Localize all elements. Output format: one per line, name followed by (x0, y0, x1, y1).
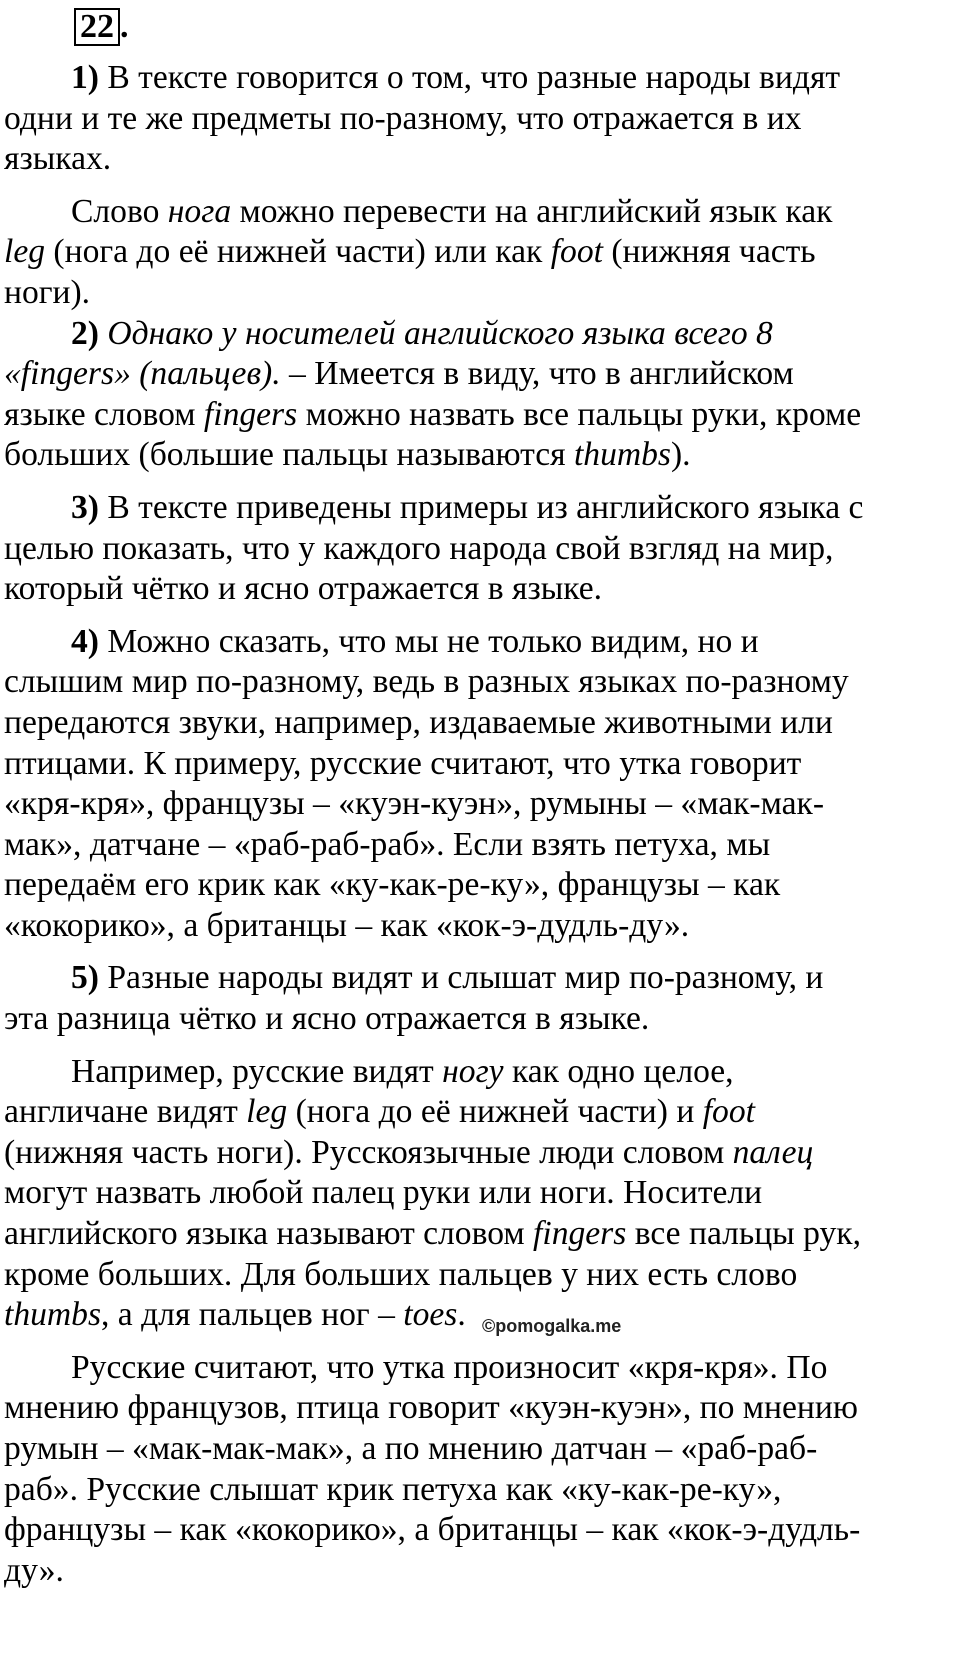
line (4, 395, 950, 436)
item-number: 1) (71, 59, 99, 96)
text-span: , а для пальцев ног – (101, 1296, 404, 1334)
paragraph-3 (4, 314, 950, 476)
italic-term: toes (403, 1296, 458, 1334)
italic-term: leg (246, 1093, 288, 1131)
task-number-dot: . (120, 8, 129, 45)
text-span: английского языка называют словом (4, 1215, 534, 1253)
text-span: (нога до её нижней части) и (287, 1093, 703, 1131)
item-number: 5) (71, 959, 99, 997)
paragraph-6 (4, 958, 950, 1039)
text-span: Слово (71, 192, 168, 230)
italic-term: thumbs (573, 436, 671, 474)
text-span: можно назвать все пальцы руки, кроме (297, 395, 862, 433)
line (4, 1133, 950, 1174)
line: «кокорико», а британцы – как «кок-э-дудль-ду». (4, 906, 690, 944)
line: целью показать, что у каждого народа свой взгляд на мир, (4, 529, 834, 567)
line (4, 488, 950, 529)
line (4, 435, 950, 476)
text-span: (нога до её нижней части) или как (45, 233, 551, 271)
text-span: Разные народы видят и слышат мир по-разному, и (98, 959, 824, 997)
text-span: все пальцы рук, (626, 1215, 861, 1253)
text-span: (нижняя часть (602, 233, 816, 271)
line (4, 314, 950, 355)
paragraph-1 (4, 58, 950, 180)
line: языках. (4, 140, 112, 178)
italic-term: leg (4, 233, 46, 271)
line: эта разница чётко и ясно отражается в языке. (4, 1000, 650, 1038)
line (4, 1214, 950, 1255)
line: кроме больших. Для больших пальцев у них есть слово (4, 1255, 798, 1293)
italic-term: thumbs (4, 1296, 102, 1334)
line (4, 232, 950, 273)
text-span: . (457, 1296, 466, 1334)
line: который чётко и ясно отражается в языке. (4, 570, 603, 608)
line: одни и те же предметы по-разному, что отражается в их (4, 99, 802, 137)
text-span: англичане видят (4, 1093, 247, 1131)
line (4, 622, 950, 663)
italic-term: fingers (533, 1215, 627, 1253)
italic-term: foot (702, 1093, 755, 1131)
text-span: ). (670, 436, 691, 474)
paragraph-8 (4, 1348, 950, 1592)
item-number: 2) (71, 314, 99, 352)
item-number: 4) (71, 622, 99, 660)
text-span: больших (большие пальцы называются (4, 436, 574, 474)
line (4, 192, 950, 233)
text-span: Можно сказать, что мы не только видим, но и (98, 622, 759, 660)
item-number: 3) (71, 488, 99, 526)
task-number (74, 8, 129, 44)
italic-quote: Однако у носителей английского языка всего 8 (98, 314, 773, 352)
text-span: как одно целое, (503, 1052, 734, 1090)
italic-term: нога (167, 192, 232, 230)
line: слышим мир по-разному, ведь в разных языках по-разному (4, 663, 849, 701)
line: передаются звуки, например, издаваемые животными или (4, 703, 833, 741)
line (4, 958, 950, 999)
line: французы – как «кокорико», а британцы – как «кок-э-дудль- (4, 1511, 861, 1549)
text-span: В тексте приведены примеры из английского языка с (98, 488, 864, 526)
line: птицами. К примеру, русские считают, что утка говорит (4, 744, 802, 782)
line: мак», датчане – «раб-раб-раб». Если взять петуха, мы (4, 825, 771, 863)
italic-quote: «fingers» (пальцев). (4, 355, 281, 393)
text-span: Например, русские видят (71, 1052, 443, 1090)
paragraph-5 (4, 622, 950, 947)
line: «кря-кря», французы – «куэн-куэн», румыны – «мак-мак- (4, 785, 825, 823)
paragraph-7 (4, 1052, 950, 1336)
line: ду». (4, 1551, 64, 1589)
paragraph-2 (4, 192, 950, 314)
line (4, 58, 950, 99)
text-span: В тексте говорится о том, что разные народы видят (98, 59, 841, 96)
italic-term: ногу (442, 1052, 504, 1090)
line (4, 1092, 950, 1133)
text-span: можно перевести на английский язык как (231, 192, 833, 230)
text-span: (нижняя часть ноги). Русскоязычные люди словом (4, 1133, 733, 1171)
line: Русские считают, что утка произносит «кря-кря». По (71, 1348, 828, 1386)
italic-term: палец (732, 1133, 814, 1171)
italic-term: fingers (203, 395, 298, 433)
paragraph-4 (4, 488, 950, 610)
text-span: языке словом (4, 395, 204, 433)
watermark: ©pomogalka.me (482, 1316, 622, 1336)
italic-term: foot (550, 233, 603, 271)
answer-text (4, 58, 950, 1591)
line (4, 1295, 950, 1336)
line: мнению французов, птица говорит «куэн-куэн», по мнению (4, 1389, 858, 1427)
task-number-box (74, 8, 120, 46)
line: могут назвать любой палец руки или ноги. Носители (4, 1174, 763, 1212)
line: передаём его крик как «ку-как-ре-ку», французы – как (4, 866, 781, 904)
task-number-value: 22 (80, 8, 114, 45)
line: румын – «мак-мак-мак», а по мнению датчан – «раб-раб- (4, 1430, 818, 1467)
text-span: – Имеется в виду, что в английском (280, 355, 794, 393)
line: ноги). (4, 273, 91, 311)
line (4, 354, 950, 395)
line: раб». Русские слышат крик петуха как «ку-как-ре-ку», (4, 1470, 782, 1508)
line (4, 1052, 950, 1093)
